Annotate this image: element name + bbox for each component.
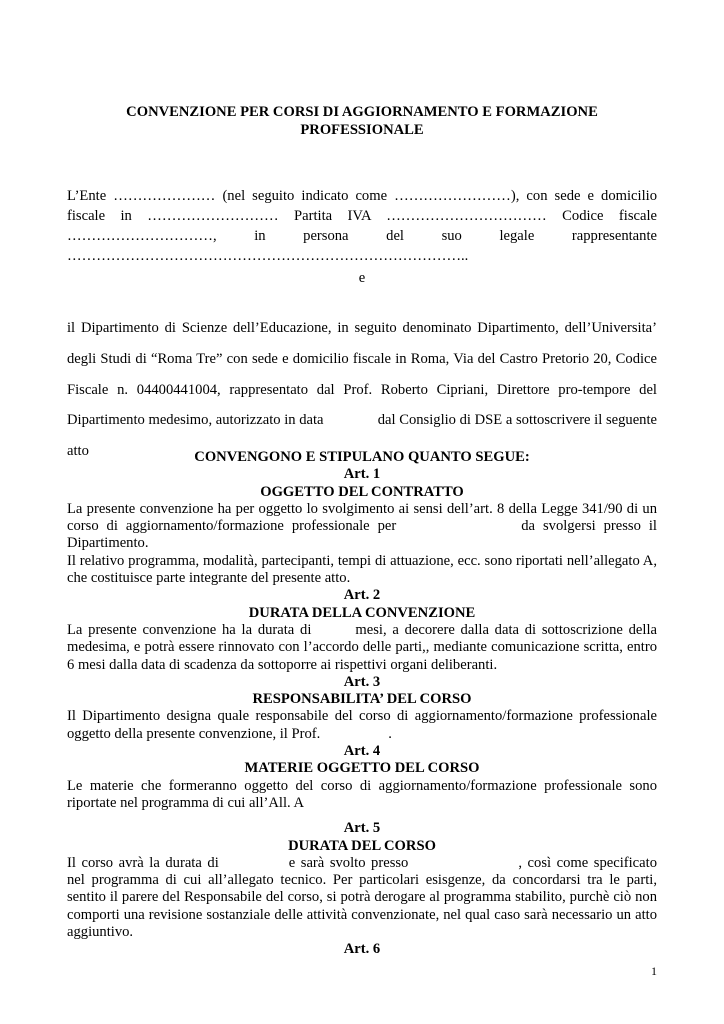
articles xyxy=(67,449,657,959)
article-title: OGGETTO DEL CONTRATTO xyxy=(260,483,464,500)
article-text xyxy=(67,855,657,941)
text: Il corso avrà la durata di xyxy=(67,854,219,871)
article-text: Le materie che formeranno oggetto del corso di aggiornamento/formazione professionale sono riportate nel programma di cui all’All. A xyxy=(67,777,657,811)
dip-line: Fiscale n. 04400441004, rappresentato dal Prof. Roberto Cipriani, Direttore pro-tempore del xyxy=(67,381,657,398)
ente-line: …………………………, in persona del suo legale rappresentante xyxy=(67,228,657,244)
text: dal Consiglio di DSE a sottoscrivere il seguente xyxy=(377,412,657,429)
article-number: Art. 6 xyxy=(343,941,381,958)
page-number: 1 xyxy=(651,964,657,978)
article-title: MATERIE OGGETTO DEL CORSO xyxy=(244,760,480,777)
text: Il Dipartimento designa quale responsabile del corso di aggiornamento/formazione professionale oggetto della presente convenzione, il Prof. xyxy=(67,708,657,742)
ente-line: fiscale in ……………………… Partita IVA …………………………… Codice fiscale xyxy=(67,208,657,224)
document-title xyxy=(67,103,657,139)
dip-line: atto xyxy=(67,443,89,460)
article-number: Art. 4 xyxy=(343,743,381,760)
text: Dipartimento medesimo, autorizzato in data xyxy=(67,412,324,429)
title-line: PROFESSIONALE xyxy=(300,122,424,138)
dip-line: degli Studi di “Roma Tre” con sede e domicilio fiscale in Roma, Via del Castro Pretorio 20, Codice xyxy=(67,350,657,367)
article-title: DURATA DELLA CONVENZIONE xyxy=(248,604,476,621)
ente-line: ……………………………………………………………………….. xyxy=(67,248,469,264)
ente-paragraph xyxy=(67,186,657,266)
section-heading: CONVENGONO E STIPULANO QUANTO SEGUE: xyxy=(194,449,530,465)
text: da svolgersi presso il Dipartimento. xyxy=(67,518,657,552)
text: . xyxy=(388,725,392,742)
title-line: CONVENZIONE PER CORSI DI AGGIORNAMENTO E FORMAZIONE xyxy=(126,104,598,120)
article-title: RESPONSABILITA’ DEL CORSO xyxy=(252,691,472,708)
dip-line xyxy=(67,405,657,436)
article-text xyxy=(67,622,657,674)
article-number: Art. 2 xyxy=(343,587,381,604)
ente-line: L’Ente ………………… (nel seguito indicato come ……………………), con sede e domicilio xyxy=(67,188,657,204)
article-number: Art. 1 xyxy=(343,466,381,483)
text: mesi, a decorere dalla data di sottoscrizione della medesima, e potrà essere rinnovato con l’accordo delle parti,, mediante comunicazione scritta, entro 6 mesi dalla data di scadenza da sottoporre ai rispettivi organi deliberanti. xyxy=(67,621,657,673)
text: La presente convenzione ha la durata di xyxy=(67,621,312,638)
conjunction: e xyxy=(358,270,366,286)
text: La presente convenzione ha per oggetto lo svolgimento ai sensi dell’art. 8 della Legge 341/90 di un corso di aggiornamento/formazione professionale per xyxy=(67,500,657,535)
article-text xyxy=(67,708,657,743)
article-number: Art. 5 xyxy=(343,820,381,837)
article-number: Art. 3 xyxy=(343,673,381,690)
text: e sarà svolto presso xyxy=(288,854,409,871)
article-text xyxy=(67,501,657,553)
dip-line: il Dipartimento di Scienze dell’Educazione, in seguito denominato Dipartimento, dell’Universita’ xyxy=(67,320,657,336)
article-title: DURATA DEL CORSO xyxy=(288,837,436,854)
dipartimento-paragraph xyxy=(67,313,657,462)
article-text: Il relativo programma, modalità, partecipanti, tempi di attuazione, ecc. sono riportati nell’allegato A, che costituisce parte integrante del presente atto. xyxy=(67,552,657,587)
text: , così come specificato nel programma di cui all’allegato tecnico. Per particolari esisgenze, da concordarsi tra le parti, sentito il parere del Responsabile del corso, si potrà derogare al programma stabilito, purchè ciò non comporti una revisione sostanziale delle attività convenzionate, nel qual caso sarà necessario un atto aggiuntivo. xyxy=(67,854,657,941)
